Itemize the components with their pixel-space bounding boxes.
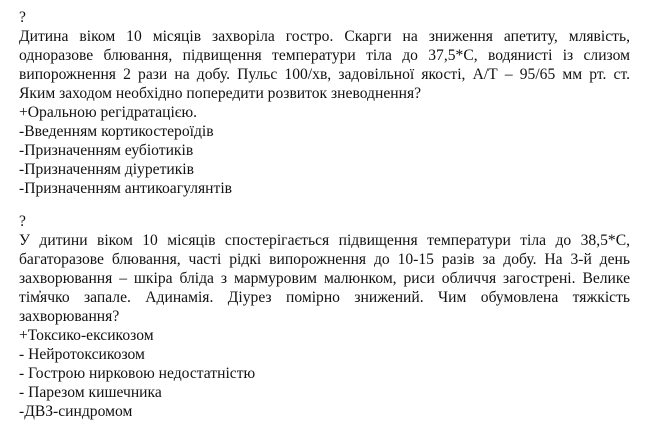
answer-correct: +Токсико-ексикозом xyxy=(19,327,154,344)
question-marker: ? xyxy=(19,213,26,230)
answer-option: -Введенням кортикостероїдів xyxy=(19,123,214,140)
answer-option: -Призначенням діуретиків xyxy=(19,161,195,178)
answer-option: -Призначенням еубіотиків xyxy=(19,142,194,159)
question-stem-line: багаторазове блювання, часті рідкі випорожнення до 10-15 разів за добу. На 3-й день xyxy=(19,251,630,268)
answer-option: -ДВЗ-синдромом xyxy=(19,403,133,420)
document-body xyxy=(19,8,630,421)
question-stem-line: Яким заходом необхідно попередити розвиток зневоднення? xyxy=(19,85,422,102)
answer-option: - Парезом кишечника xyxy=(19,384,162,401)
question-stem-line: У дитини віком 10 місяців спостерігається підвищення температури тіла до 38,5*С, xyxy=(19,232,630,249)
answer-option: - Нейротоксикозом xyxy=(19,346,145,363)
question-stem-line: захворювання – шкіра бліда з мармуровим малюнком, риси обличчя загострені. Велике xyxy=(19,270,630,287)
question-stem-line: випорожнення 2 рази на добу. Пульс 100/хв, задовільної якості, А/Т – 95/65 мм рт. ст. xyxy=(19,66,630,83)
spacer xyxy=(19,198,630,212)
answer-correct: +Оральною регідратацією. xyxy=(19,104,198,121)
question-stem-line: Дитина віком 10 місяців захворіла гостро. Скарги на зниження апетиту, млявість, xyxy=(19,28,630,45)
question-stem-line: захворювання? xyxy=(19,308,120,325)
answer-option: - Гострою нирковою недостатністю xyxy=(19,365,256,382)
question-2 xyxy=(19,212,630,421)
question-stem-line: тім̓ячко запале. Адинамія. Діурез помірно знижений. Чим обумовлена тяжкість xyxy=(19,289,630,306)
question-marker: ? xyxy=(19,9,26,26)
question-1 xyxy=(19,8,630,198)
question-stem-line: одноразове блювання, підвищення температури тіла до 37,5*С, водянисті із слизом xyxy=(19,47,630,64)
answer-option: -Призначенням антикоагулянтів xyxy=(19,180,233,197)
